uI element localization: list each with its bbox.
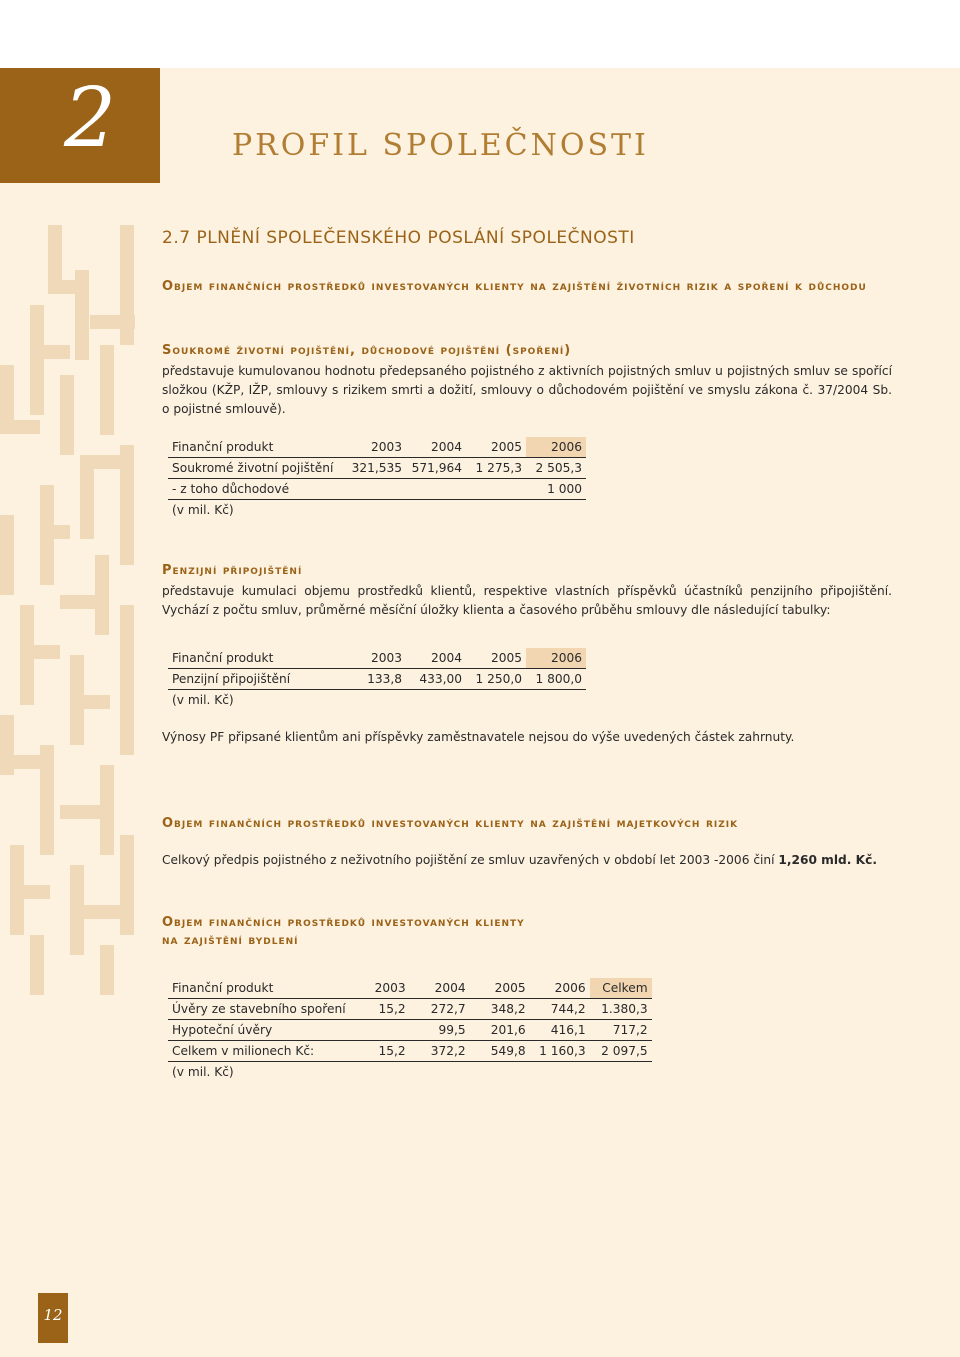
table-cell: Soukromé životní pojištění [172, 461, 334, 475]
table-cell: 201,6 [490, 1023, 526, 1037]
table-row [168, 458, 586, 479]
table-header-row [168, 648, 586, 669]
table-cell: 1.380,3 [601, 1002, 648, 1016]
table-unit: (v mil. Kč) [172, 503, 234, 517]
table-header-cell: Finanční produkt [172, 440, 274, 454]
life-text: představuje kumulovanou hodnotu předepsaného pojistného z aktivních pojistných smluv u pojistných smluv se spořící složkou (KŽP, IŽP, smlouvy s rizikem smrti a dožití, smlouvy o důchodovém pojištění ve smyslu zákona č. 37/2004 Sb. o pojistné smlouvě). [162, 364, 892, 416]
housing-heading-line1: Objem finančních prostředků investovaných klienty [162, 915, 525, 930]
table-cell: 15,2 [378, 1044, 406, 1058]
table-cell: 1 275,3 [475, 461, 522, 475]
table-header-cell: 2005 [494, 981, 526, 995]
table-header-cell: 2005 [490, 651, 522, 665]
table-header-cell: Finanční produkt [172, 981, 274, 995]
table-cell: 321,535 [351, 461, 402, 475]
life-subheading: Soukromé životní pojištění, důchodové pojištění (spoření) [162, 343, 572, 358]
table-cell: Hypoteční úvěry [172, 1023, 273, 1037]
housing-heading [162, 914, 892, 950]
table-header-cell: 2004 [430, 440, 462, 454]
table-cell: 1 250,0 [475, 672, 522, 686]
table-header-cell: 2003 [374, 981, 406, 995]
table-row [168, 669, 586, 690]
life-heading: Objem finančních prostředků investovaných klienty na zajištění životních rizik a spoření k důchodu [162, 279, 867, 294]
property-heading: Objem finančních prostředků investovaných klienty na zajištění majetkových rizik [162, 816, 739, 831]
table-header-cell: Celkem [590, 978, 652, 999]
table-cell: 433,00 [419, 672, 462, 686]
pension-heading: Penzijní připojištění [162, 563, 303, 578]
property-text [162, 851, 892, 870]
table-cell: Celkem v milionech Kč: [172, 1044, 315, 1058]
table-cell: 348,2 [490, 1002, 526, 1016]
decorative-pattern-icon [0, 225, 140, 1005]
table-cell: 15,2 [378, 1002, 406, 1016]
table-cell: Penzijní připojištění [172, 672, 291, 686]
table-cell [350, 1020, 410, 1041]
table-cell: 1 000 [547, 482, 582, 496]
pension-table [168, 648, 586, 690]
table-cell: 744,2 [550, 1002, 586, 1016]
table-row [168, 1020, 652, 1041]
table-header-cell: 2004 [434, 981, 466, 995]
housing-table [168, 978, 652, 1062]
content [162, 228, 892, 1082]
property-text-main: Celkový předpis pojistného z neživotního pojištění ze smluv uzavřených v období let 2003 -2006 činí [162, 853, 779, 867]
table-header-cell: 2005 [490, 440, 522, 454]
table-row [168, 1041, 652, 1062]
table-header-row [168, 978, 652, 999]
table-header-cell: 2006 [526, 648, 586, 669]
life-table [168, 437, 586, 500]
table-cell: 416,1 [550, 1023, 586, 1037]
table-cell: 717,2 [612, 1023, 648, 1037]
table-cell [466, 479, 526, 500]
table-cell: 272,7 [430, 1002, 466, 1016]
table-cell: Úvěry ze stavebního spoření [172, 1002, 346, 1016]
table-cell: 1 160,3 [539, 1044, 586, 1058]
table-header-cell: Finanční produkt [172, 651, 274, 665]
pension-note: Výnosy PF připsané klientům ani příspěvky zaměstnavatele nejsou do výše uvedených částek zahrnuty. [162, 730, 795, 744]
table-cell: 549,8 [490, 1044, 526, 1058]
table-cell: 133,8 [367, 672, 402, 686]
table-cell: 99,5 [438, 1023, 466, 1037]
property-text-total: 1,260 mld. Kč. [778, 853, 877, 867]
housing-heading-line2: na zajištění bydlení [162, 933, 299, 948]
pension-text: představuje kumulaci objemu prostředků klientů, respektive vlastních příspěvků účastníků penzijního připojištění. Vychází z počtu smluv, průměrné měsíční úložky klienta a časového průběhu smlouvy dle následující tabulky: [162, 584, 892, 617]
page-number: 12 [38, 1293, 68, 1343]
table-header-cell: 2003 [370, 440, 402, 454]
table-header-cell: 2003 [370, 651, 402, 665]
table-header-row [168, 437, 586, 458]
table-cell: 2 505,3 [535, 461, 582, 475]
table-header-cell: 2006 [554, 981, 586, 995]
section-title: 2.7 PLNĚNÍ SPOLEČENSKÉHO POSLÁNÍ SPOLEČNOSTI [162, 228, 635, 248]
table-header-cell: 2004 [430, 651, 462, 665]
chapter-number: 2 [64, 71, 117, 166]
chapter-title: PROFIL SPOLEČNOSTI [232, 128, 649, 163]
table-row [168, 999, 652, 1020]
table-cell [346, 479, 406, 500]
table-unit: (v mil. Kč) [172, 1065, 234, 1079]
table-cell: - z toho důchodové [172, 482, 290, 496]
table-cell: 372,2 [430, 1044, 466, 1058]
table-cell [406, 479, 466, 500]
table-header-cell: 2006 [526, 437, 586, 458]
table-row [168, 479, 586, 500]
table-cell: 1 800,0 [535, 672, 582, 686]
table-cell: 571,964 [411, 461, 462, 475]
table-unit: (v mil. Kč) [172, 693, 234, 707]
table-cell: 2 097,5 [601, 1044, 648, 1058]
